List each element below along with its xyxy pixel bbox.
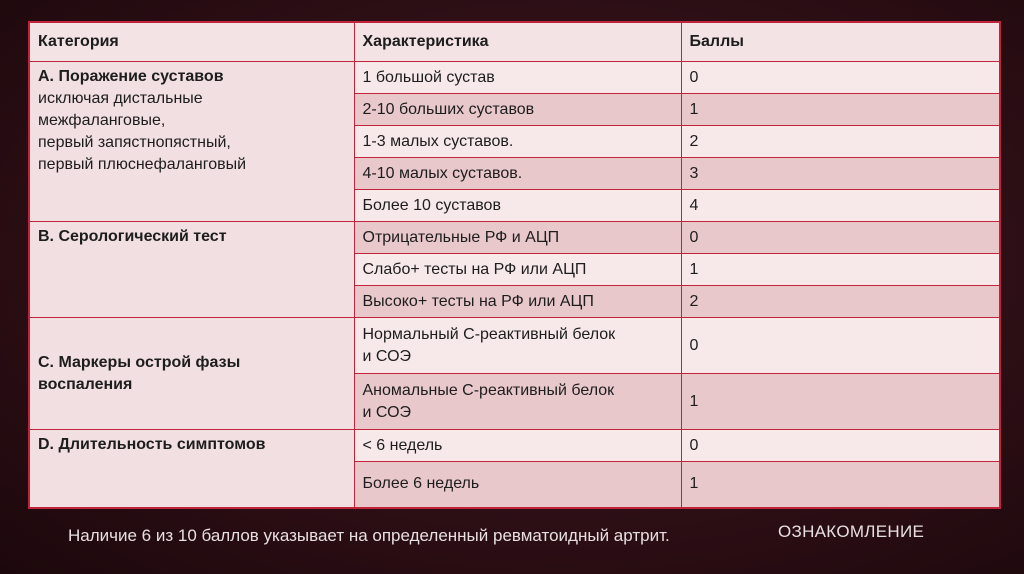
criteria-table xyxy=(28,21,1001,509)
score-cell: 0 xyxy=(681,430,1000,462)
score-cell: 2 xyxy=(681,286,1000,318)
table-row xyxy=(29,318,1000,374)
category-d-cell xyxy=(29,430,354,508)
feature-cell: Высоко+ тесты на РФ или АЦП xyxy=(354,286,681,318)
feature-cell: Более 6 недель xyxy=(354,462,681,508)
score-cell: 1 xyxy=(681,374,1000,430)
category-a-desc-line: первый плюснефаланговый xyxy=(38,156,247,173)
score-cell: 0 xyxy=(681,318,1000,374)
feature-cell: 2-10 больших суставов xyxy=(354,94,681,126)
feature-line: и СОЭ xyxy=(362,403,412,421)
table-row xyxy=(29,62,1000,94)
score-cell: 4 xyxy=(681,190,1000,222)
category-c-title-line: С. Маркеры острой фазы xyxy=(38,353,241,371)
feature-cell: 4-10 малых суставов. xyxy=(354,158,681,190)
table-row xyxy=(29,430,1000,462)
category-a-desc-line: межфаланговые, xyxy=(38,112,166,129)
category-a-desc-line: первый запястнопястный, xyxy=(38,134,231,151)
category-a-desc-line: исключая дистальные xyxy=(38,90,203,107)
category-a-title: А. Поражение суставов xyxy=(38,68,224,85)
feature-cell: Более 10 суставов xyxy=(354,190,681,222)
feature-line: и СОЭ xyxy=(362,347,412,365)
score-cell: 2 xyxy=(681,126,1000,158)
score-cell: 1 xyxy=(681,94,1000,126)
feature-line: Аномальные С-реактивный белок xyxy=(362,381,615,399)
category-a-cell xyxy=(29,62,354,222)
score-cell: 1 xyxy=(681,254,1000,286)
category-c-title-line: воспаления xyxy=(38,375,133,393)
score-cell: 3 xyxy=(681,158,1000,190)
category-c-cell xyxy=(29,318,354,430)
header-characteristic: Характеристика xyxy=(354,22,681,62)
feature-line: Нормальный С-реактивный белок xyxy=(362,325,616,343)
category-d-title: D. Длительность симптомов xyxy=(38,436,266,453)
feature-cell xyxy=(354,374,681,430)
table-row xyxy=(29,222,1000,254)
header-category: Категория xyxy=(29,22,354,62)
category-b-title: В. Серологический тест xyxy=(38,228,227,245)
feature-cell xyxy=(354,318,681,374)
feature-cell: Слабо+ тесты на РФ или АЦП xyxy=(354,254,681,286)
score-cell: 0 xyxy=(681,222,1000,254)
feature-cell: 1-3 малых суставов. xyxy=(354,126,681,158)
feature-cell: < 6 недель xyxy=(354,430,681,462)
table-header-row xyxy=(29,22,1000,62)
feature-cell: 1 большой сустав xyxy=(354,62,681,94)
footer-tag: ОЗНАКОМЛЕНИЕ xyxy=(778,522,925,541)
header-score: Баллы xyxy=(681,22,1000,62)
score-cell: 0 xyxy=(681,62,1000,94)
category-b-cell xyxy=(29,222,354,318)
feature-cell: Отрицательные РФ и АЦП xyxy=(354,222,681,254)
score-cell: 1 xyxy=(681,462,1000,508)
footer-note: Наличие 6 из 10 баллов указывает на определенный ревматоидный артрит. xyxy=(68,526,670,545)
